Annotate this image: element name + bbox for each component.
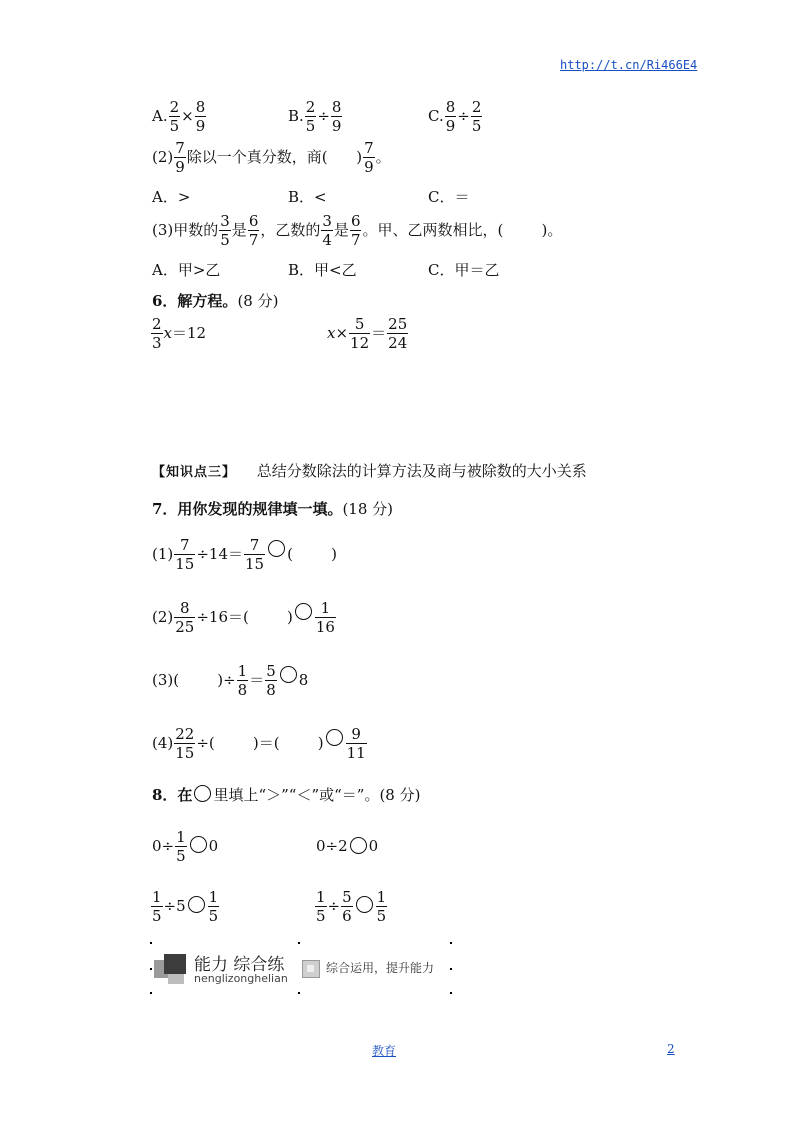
compare-circle[interactable] [295, 603, 312, 620]
q5-3-option-c: C．甲＝乙 [428, 261, 500, 279]
compare-circle[interactable] [350, 837, 367, 854]
fraction: $\frac{8}{9}$ [331, 98, 342, 135]
fraction: $\frac{2}{5}$ [169, 98, 180, 135]
q8-item-1a: 0÷ $\frac{1}{5}$ 0 [152, 828, 219, 865]
fraction: $\frac{7}{9}$ [175, 139, 185, 176]
banner-slogan: 综合运用，提升能力 [326, 961, 435, 975]
fraction: $\frac{8}{9}$ [445, 98, 456, 135]
compare-circle[interactable] [326, 729, 343, 746]
section-header [152, 460, 587, 481]
q5-option-b: B. $\frac{2}{5}$ ÷ $\frac{8}{9}$ [288, 98, 342, 135]
q6-equation-1: $\frac{2}{3}$ x＝12 [152, 315, 207, 352]
fraction: $\frac{6}{7}$ [350, 212, 361, 249]
fraction: $\frac{2}{5}$ [305, 98, 316, 135]
compare-circle[interactable] [190, 836, 207, 853]
answer-blank[interactable]: ) [327, 148, 363, 166]
fraction: $\frac{3}{5}$ [220, 212, 230, 249]
fraction: $\frac{25}{24}$ [388, 315, 408, 352]
q6-equation-2: x× $\frac{5}{12}$ ＝ $\frac{25}{24}$ [327, 315, 408, 352]
fraction: $\frac{8}{9}$ [195, 98, 206, 135]
q5-3-option-b: B．甲<乙 [288, 261, 357, 279]
compare-circle[interactable] [356, 896, 373, 913]
fraction: $\frac{3}{4}$ [322, 212, 332, 249]
fraction: $\frac{1}{8}$ [237, 662, 248, 699]
compare-circle[interactable] [280, 666, 297, 683]
circle-symbol-icon [194, 785, 211, 802]
section-label: 【知识点三】 [152, 465, 237, 480]
fraction: $\frac{9}{11}$ [346, 725, 366, 762]
q7-heading [152, 498, 393, 519]
compare-circle[interactable] [268, 540, 285, 557]
q8-item-2a: $\frac{1}{5}$ ÷5 $\frac{1}{5}$ [152, 888, 219, 925]
fraction: $\frac{1}{16}$ [315, 599, 335, 636]
q5-2-option-a: A．> [152, 188, 191, 206]
q7-row-2: (2) $\frac{8}{25}$ ÷16＝( ) $\frac{1}{16}$ [152, 599, 335, 636]
practice-banner [150, 942, 454, 994]
header-url-link[interactable]: http://t.cn/Ri466E4 [560, 58, 698, 72]
question-title: 8．在 [152, 786, 193, 804]
fraction: $\frac{7}{15}$ [175, 536, 195, 573]
footer-center-link[interactable]: 教育 [372, 1044, 397, 1058]
q5-3-option-a: A．甲>乙 [152, 261, 221, 279]
fraction: $\frac{1}{5}$ [152, 888, 162, 925]
banner-title: 能力 综合练 [194, 955, 285, 975]
answer-blank[interactable]: ( ) [287, 545, 337, 563]
fraction: $\frac{5}{8}$ [266, 662, 276, 699]
banner-logo-icon [154, 954, 186, 984]
q8-heading: 8．在 里填上“＞”“＜”或“＝”。(8 分) [152, 786, 421, 804]
page-number[interactable]: 2 [667, 1042, 675, 1056]
q7-row-3: (3)( )÷ $\frac{1}{8}$ ＝ $\frac{5}{8}$ 8 [152, 662, 309, 699]
banner-pinyin: nenglizonghelian [194, 972, 288, 985]
section-title: 总结分数除法的计算方法及商与被除数的大小关系 [256, 462, 587, 480]
q7-row-4: (4) $\frac{22}{15}$ ÷( )＝( ) $\frac{9}{11}$ [152, 725, 366, 762]
banner-square-icon [302, 960, 320, 978]
q8-item-1b: 0÷2 0 [316, 837, 379, 855]
fraction: $\frac{22}{15}$ [175, 725, 195, 762]
fraction: $\frac{2}{5}$ [471, 98, 482, 135]
fraction: $\frac{2}{3}$ [152, 315, 162, 352]
fraction: $\frac{1}{5}$ [176, 828, 186, 865]
q7-row-1: (1) $\frac{7}{15}$ ÷14＝ $\frac{7}{15}$ ( ) [152, 536, 337, 573]
question-title: 7．用你发现的规律填一填。 [152, 500, 343, 518]
fraction: $\frac{7}{15}$ [245, 536, 265, 573]
fraction: $\frac{1}{5}$ [376, 888, 387, 925]
q5-2-option-c: C．＝ [428, 188, 470, 206]
question-score: (8 分) [379, 786, 421, 804]
fraction: $\frac{8}{25}$ [175, 599, 195, 636]
q8-item-2b: $\frac{1}{5}$ ÷ $\frac{5}{6}$ $\frac{1}{5}$ [316, 888, 387, 925]
fraction: $\frac{6}{7}$ [248, 212, 259, 249]
question-score: (18 分) [342, 500, 394, 518]
q5-part2: (2) $\frac{7}{9}$ 除以一个真分数，商( ) $\frac{7}{9}$ 。 [152, 139, 391, 176]
q5-part3: (3)甲数的 $\frac{3}{5}$ 是 $\frac{6}{7}$ ，乙数的 $\frac{3}{4}$ 是 $\frac{6}{7}$ 。甲、乙两数相比，( )。 [152, 212, 563, 249]
q5-option-a: A. $\frac{2}{5}$ × $\frac{8}{9}$ [152, 98, 206, 135]
q5-2-option-b: B．< [288, 188, 327, 206]
compare-circle[interactable] [188, 896, 205, 913]
q5-option-c: C. $\frac{8}{9}$ ÷ $\frac{2}{5}$ [428, 98, 482, 135]
option-label: A. [152, 107, 168, 125]
question-title: 6．解方程。 [152, 292, 238, 310]
fraction: $\frac{5}{6}$ [342, 888, 352, 925]
fraction: $\frac{1}{5}$ [208, 888, 219, 925]
fraction: $\frac{5}{12}$ [350, 315, 370, 352]
fraction: $\frac{1}{5}$ [316, 888, 326, 925]
q6-heading [152, 290, 278, 311]
fraction: $\frac{7}{9}$ [364, 139, 374, 176]
question-score: (8 分) [237, 292, 279, 310]
